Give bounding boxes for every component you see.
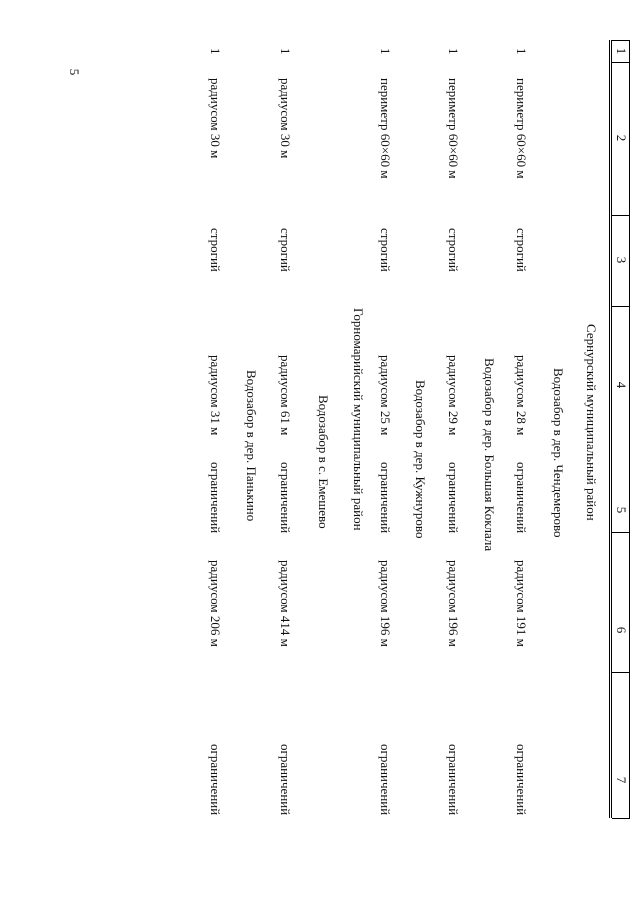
row2-col7: ограничений	[446, 744, 461, 816]
row3-col1: 1	[378, 48, 393, 55]
row2-col6: радиусом 196 м	[446, 560, 461, 647]
row2-col5: ограничений	[446, 462, 461, 534]
row1-col3: строгий	[514, 228, 529, 272]
row1-col5: ограничений	[514, 462, 529, 534]
row1-col2: периметр 60×60 м	[514, 78, 529, 179]
subgroup-heading: Водозабор в дер. Чендемерово	[551, 368, 566, 538]
row2-col3: строгий	[446, 228, 461, 272]
header-col-4: 4	[614, 381, 629, 389]
subgroup-heading: Водозабор в дер. Панькино	[244, 370, 259, 522]
group-heading: Сернурский муниципальный район	[584, 324, 599, 521]
row4-col6: радиусом 414 м	[278, 560, 293, 647]
row5-col4: радиусом 31 м	[208, 355, 223, 436]
col-separator	[612, 62, 630, 63]
row5-col5: ограничений	[208, 462, 223, 534]
row1-col4: радиусом 28 м	[514, 355, 529, 436]
row2-col4: радиусом 29 м	[446, 355, 461, 436]
col-separator	[612, 306, 630, 307]
row4-col5: ограничений	[278, 462, 293, 534]
row5-col1: 1	[208, 48, 223, 55]
row5-col2: радиусом 30 м	[208, 78, 223, 159]
header-col-2: 2	[614, 134, 629, 142]
col-separator	[612, 40, 630, 41]
row5-col7: ограничений	[208, 744, 223, 816]
row5-col3: строгий	[208, 228, 223, 272]
header-col-5: 5	[614, 506, 629, 514]
page-number: 5	[67, 68, 82, 76]
rotated-table	[90, 40, 630, 840]
row3-col2: периметр 60×60 м	[378, 78, 393, 179]
row1-col1: 1	[514, 48, 529, 55]
table-top-rule	[629, 40, 630, 818]
row3-col7: ограничений	[378, 744, 393, 816]
row4-col7: ограничений	[278, 744, 293, 816]
row4-col3: строгий	[278, 228, 293, 272]
row4-col4: радиусом 61 м	[278, 355, 293, 436]
row1-col6: радиусом 191 м	[514, 560, 529, 647]
row5-col6: радиусом 206 м	[208, 560, 223, 647]
header-rule	[611, 40, 612, 818]
row4-col2: радиусом 30 м	[278, 78, 293, 159]
row3-col6: радиусом 196 м	[378, 560, 393, 647]
subgroup-heading: Водозабор в дер. Кужнурово	[413, 380, 428, 539]
row2-col1: 1	[446, 48, 461, 55]
subgroup-heading: Водозабор в дер. Большая Коклала	[482, 358, 497, 552]
header-col-3: 3	[614, 256, 629, 264]
header-col-1: 1	[614, 47, 629, 55]
row1-col7: ограничений	[514, 744, 529, 816]
col-separator	[612, 532, 630, 533]
header-rule-double	[609, 40, 610, 818]
row4-col1: 1	[278, 48, 293, 55]
col-separator	[612, 215, 630, 216]
group-heading: Горномарийский муниципальный район	[351, 308, 366, 531]
subgroup-heading: Водозабор в с. Емешево	[316, 395, 331, 529]
col-separator	[612, 672, 630, 673]
col-separator	[612, 818, 630, 819]
header-col-6: 6	[614, 626, 629, 634]
row3-col4: радиусом 25 м	[378, 355, 393, 436]
row2-col2: периметр 60×60 м	[446, 78, 461, 179]
header-col-7: 7	[614, 776, 629, 784]
row3-col3: строгий	[378, 228, 393, 272]
row3-col5: ограничений	[378, 462, 393, 534]
